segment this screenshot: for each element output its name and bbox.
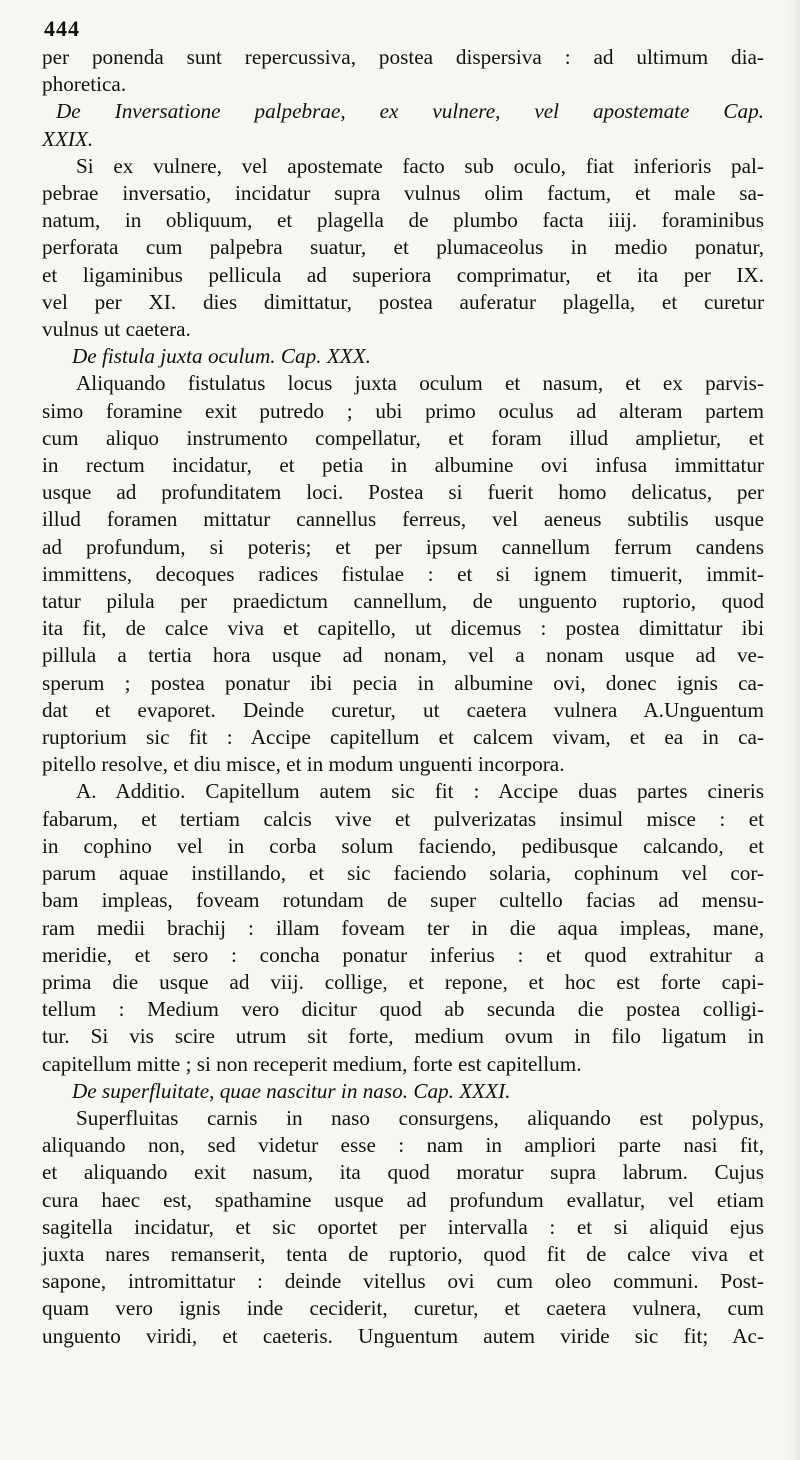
text-line: XXIX.: [42, 126, 94, 151]
text-line: per ponenda sunt repercussiva, postea dispersiva : ad ultimum dia-: [42, 45, 764, 69]
text-line: cura haec est, spathamine usque ad profundum evallatur, vel etiam: [42, 1187, 764, 1212]
text-line: prima die usque ad viij. collige, et repone, et hoc est forte capi-: [42, 969, 764, 994]
text-line: tur. Si vis scire utrum sit forte, medium ovum in filo ligatum in: [42, 1024, 764, 1049]
text-line: ruptorium sic fit : Accipe capitellum et calcem vivam, et ea in ca-: [42, 725, 764, 750]
text-line: De Inversatione palpebrae, ex vulnere, vel apostemate Cap.: [56, 99, 764, 124]
text-line: unguento viridi, et caeteris. Unguentum autem viride sic fit; Ac-: [42, 1323, 764, 1348]
text-line: natum, in obliquum, et plagella de plumbo facta iiij. foraminibus: [42, 208, 764, 233]
page-text: [42, 44, 764, 1350]
text-line: quam vero ignis inde ceciderit, curetur, et caetera vulnera, cum: [42, 1296, 764, 1321]
text-line: ad profundum, si poteris; et per ipsum cannellum ferrum candens: [42, 534, 764, 559]
text-line: cum aliquo instrumento compellatur, et foram illud amplietur, et: [42, 425, 764, 450]
text-line: phoretica.: [42, 72, 127, 97]
text-line: et aliquando exit nasum, ita quod moratur supra labrum. Cujus: [42, 1160, 764, 1185]
text-line: perforata cum palpebra suatur, et plumaceolus in medio ponatur,: [42, 235, 764, 260]
text-line: sperum ; postea ponatur ibi pecia in albumine ovi, donec ignis ca-: [42, 670, 764, 695]
text-line: tatur pilula per praedictum cannellum, de unguento ruptorio, quod: [42, 589, 764, 614]
text-line: fabarum, et tertiam calcis vive et pulverizatas insimul misce : et: [42, 806, 764, 831]
text-line: De fistula juxta oculum. Cap. XXX.: [72, 344, 371, 369]
text-line: tellum : Medium vero dicitur quod ab secunda die postea colligi-: [42, 997, 764, 1022]
text-line: vulnus ut caetera.: [42, 317, 191, 342]
text-line: immittens, decoques radices fistulae : et si ignem timuerit, immit-: [42, 561, 764, 586]
text-line: pebrae inversatio, incidatur supra vulnus olim factum, et male sa-: [42, 181, 764, 206]
text-line: capitellum mitte ; si non receperit medium, forte est capitellum.: [42, 1051, 582, 1076]
text-line: ram medii brachij : illam foveam ter in die aqua impleas, mane,: [42, 915, 764, 940]
text-line: in cophino vel in corba solum faciendo, pedibusque calcando, et: [42, 833, 764, 858]
text-line: simo foramine exit putredo ; ubi primo oculus ad alteram partem: [42, 398, 764, 423]
text-line: in rectum incidatur, et petia in albumine ovi infusa immittatur: [42, 453, 764, 478]
text-line: meridie, et sero : concha ponatur inferius : et quod extrahitur a: [42, 942, 764, 967]
text-line: juxta nares remanserit, tenta de ruptorio, quod fit de calce viva et: [42, 1241, 764, 1266]
text-line: De superfluitate, quae nascitur in naso. Cap. XXXI.: [72, 1078, 511, 1103]
text-line: parum aquae instillando, et sic faciendo solaria, cophinum vel cor-: [42, 861, 764, 886]
text-line: A. Additio. Capitellum autem sic fit : Accipe duas partes cineris: [76, 779, 764, 804]
text-line: et ligaminibus pellicula ad superiora comprimatur, et ita per IX.: [42, 262, 764, 287]
text-line: pitello resolve, et diu misce, et in modum unguenti incorpora.: [42, 752, 565, 777]
text-line: Superfluitas carnis in naso consurgens, aliquando est polypus,: [76, 1105, 764, 1130]
text-line: Si ex vulnere, vel apostemate facto sub oculo, fiat inferioris pal-: [76, 153, 764, 178]
text-line: usque ad profunditatem loci. Postea si fuerit homo delicatus, per: [42, 480, 764, 505]
text-line: sapone, intromittatur : deinde vitellus ovi cum oleo communi. Post-: [42, 1269, 764, 1294]
text-line: bam impleas, foveam rotundam de super cultello facias ad mensu-: [42, 888, 764, 913]
page-number: 444: [44, 16, 80, 41]
text-line: illud foramen mittatur cannellus ferreus, vel aeneus subtilis usque: [42, 507, 764, 532]
text-line: ita fit, de calce viva et capitello, ut dicemus : postea dimittatur ibi: [42, 616, 764, 641]
text-line: aliquando non, sed videtur esse : nam in ampliori parte nasi fit,: [42, 1133, 764, 1158]
text-line: vel per XI. dies dimittatur, postea auferatur plagella, et curetur: [42, 289, 764, 314]
text-line: sagitella incidatur, et sic oportet per intervalla : et si aliquid ejus: [42, 1214, 764, 1239]
text-line: dat et evaporet. Deinde curetur, ut caetera vulnera A.Unguentum: [42, 697, 764, 722]
text-line: Aliquando fistulatus locus juxta oculum et nasum, et ex parvis-: [76, 371, 764, 396]
text-line: pillula a tertia hora usque ad nonam, vel a nonam usque ad ve-: [42, 643, 764, 668]
